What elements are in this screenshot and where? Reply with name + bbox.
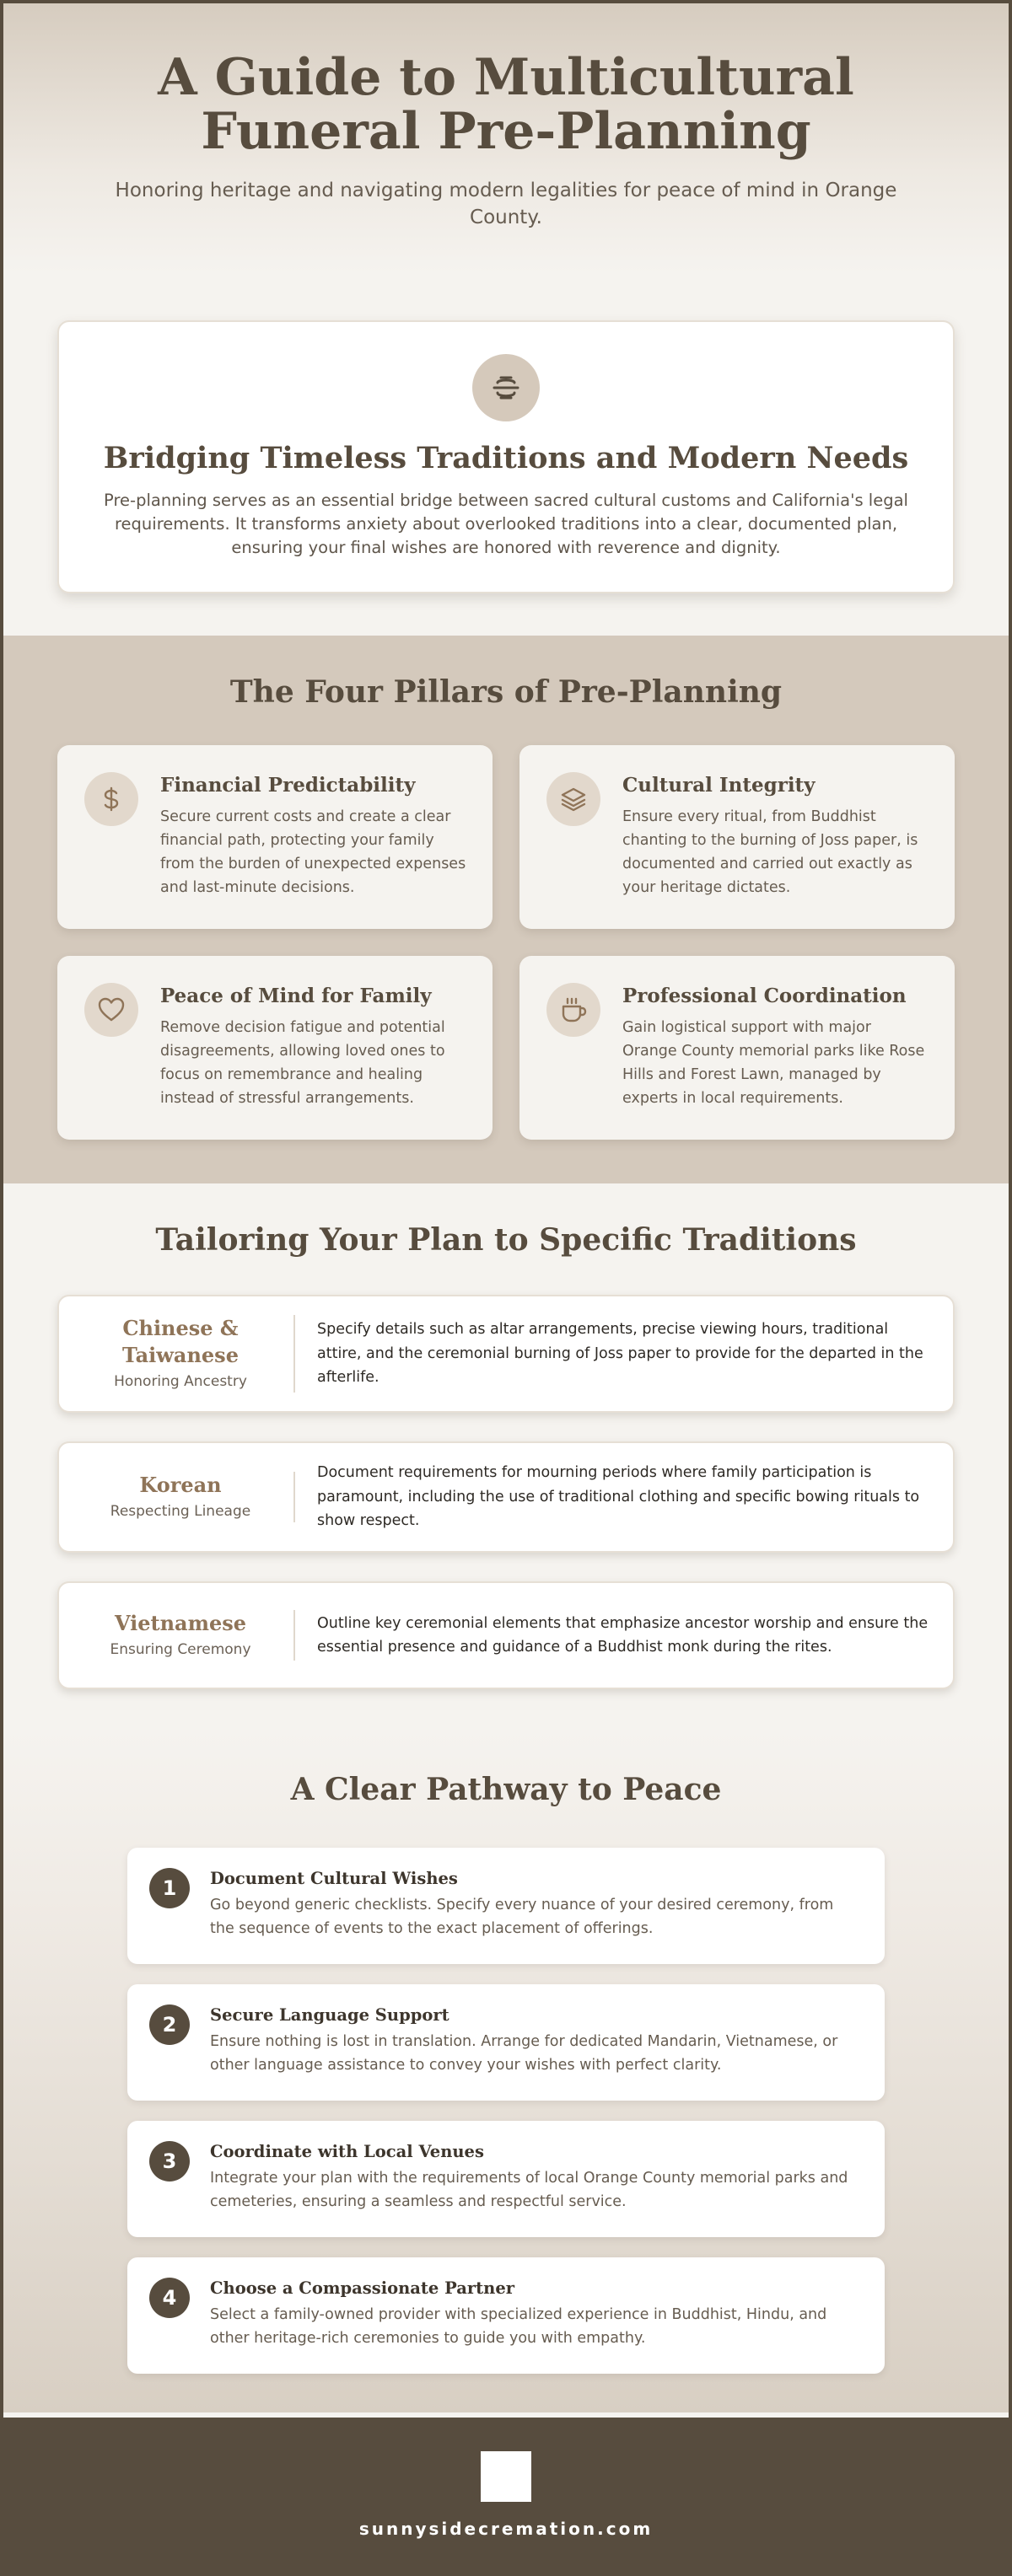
pillar-text: Gain logistical support with major Orange County memorial parks like Rose Hills and Forest Lawn, managed by experts in local requirements.: [622, 1019, 925, 1107]
page-subtitle: Honoring heritage and navigating modern legalities for peace of mind in Orange County.: [115, 180, 897, 228]
intro-text: Pre-planning serves as an essential bridge between sacred cultural customs and California's legal requirements. It transforms anxiety about overlooked traditions into a clear, documented plan, ensuring your final wishes are honored with reverence and dignity.: [104, 491, 908, 557]
heart-icon: [84, 983, 138, 1037]
layers-icon: [546, 772, 600, 826]
traditions-list: [57, 1295, 955, 1689]
step-number-badge: 2: [149, 2004, 190, 2045]
traditions-section: [3, 1183, 1009, 1731]
tradition-subtitle: Ensuring Ceremony: [110, 1641, 251, 1658]
pillar-heading: Financial Predictability: [160, 774, 416, 797]
pillar-heading: Peace of Mind for Family: [160, 985, 432, 1007]
tradition-description: Outline key ceremonial elements that emphasize ancestor worship and ensure the essential presence and guidance of a Buddhist monk during the rites.: [317, 1614, 929, 1656]
step-heading: Coordinate with Local Venues: [210, 2142, 484, 2161]
intro-card: [57, 320, 955, 593]
intro-heading: Bridging Timeless Traditions and Modern Needs: [103, 441, 909, 475]
step-text: Go beyond generic checklists. Specify every nuance of your desired ceremony, from the sequence of events to the exact placement of offerings.: [210, 1897, 834, 1937]
tradition-label: [79, 1315, 295, 1393]
tradition-description: Specify details such as altar arrangements, precise viewing hours, traditional attire, and the ceremonial burning of Joss paper to provide for the departed in the afterlife.: [317, 1321, 923, 1387]
pathway-title: A Clear Pathway to Peace: [290, 1772, 722, 1807]
page-title: A Guide to Multicultural Funeral Pre-Planning: [158, 48, 854, 161]
step-card: [127, 1848, 885, 1964]
dollar-icon: [84, 772, 138, 826]
pillar-card: [57, 956, 493, 1140]
tradition-card: [57, 1581, 955, 1689]
step-number-badge: 1: [149, 1868, 190, 1908]
pillar-text: Ensure every ritual, from Buddhist chanting to the burning of Joss paper, is documented and carried out exactly as your heritage dictates.: [622, 808, 918, 896]
pillars-section: [3, 636, 1009, 1183]
tradition-label: [79, 1610, 295, 1661]
tradition-subtitle: Honoring Ancestry: [114, 1373, 247, 1390]
steps-list: [127, 1848, 885, 2374]
step-card: [127, 2121, 885, 2237]
footer: [3, 2418, 1009, 2576]
tradition-subtitle: Respecting Lineage: [110, 1503, 251, 1520]
pillar-heading: Cultural Integrity: [622, 774, 816, 797]
tradition-name: Korean: [139, 1473, 222, 1497]
hero-section: [3, 3, 1009, 298]
tradition-name: Vietnamese: [114, 1611, 247, 1635]
step-heading: Secure Language Support: [210, 2005, 449, 2025]
tradition-label: [79, 1472, 295, 1522]
tradition-card: [57, 1295, 955, 1413]
pillars-grid: [57, 745, 955, 1140]
step-heading: Document Cultural Wishes: [210, 1869, 458, 1888]
intro-section: [3, 298, 1009, 636]
tradition-card: [57, 1441, 955, 1553]
pillar-card: [57, 745, 493, 929]
pillar-card: [519, 745, 955, 929]
step-text: Ensure nothing is lost in translation. Arrange for dedicated Mandarin, Vietnamese, or other language assistance to convey your wishes with perfect clarity.: [210, 2033, 838, 2074]
pillar-text: Remove decision fatigue and potential disagreements, allowing loved ones to focus on remembrance and healing instead of stressful arrangements.: [160, 1019, 445, 1107]
step-text: Integrate your plan with the requirements of local Orange County memorial parks and cemeteries, ensuring a seamless and respectful service.: [210, 2170, 848, 2210]
lantern-icon: [472, 354, 540, 421]
step-card: [127, 1984, 885, 2101]
pillar-card: [519, 956, 955, 1140]
step-number-badge: 3: [149, 2141, 190, 2182]
step-card: [127, 2257, 885, 2374]
logo-placeholder: [481, 2451, 531, 2502]
step-heading: Choose a Compassionate Partner: [210, 2278, 515, 2298]
tradition-name: Chinese & Taiwanese: [122, 1316, 239, 1367]
pillar-text: Secure current costs and create a clear financial path, protecting your family from the burden of unexpected expenses and last-minute decisions.: [160, 808, 466, 896]
pillar-heading: Professional Coordination: [622, 985, 907, 1007]
pathway-section: [3, 1731, 1009, 2412]
pillars-title: The Four Pillars of Pre-Planning: [229, 674, 783, 710]
traditions-title: Tailoring Your Plan to Specific Traditions: [155, 1222, 857, 1258]
coffee-cup-icon: [546, 983, 600, 1037]
tradition-description: Document requirements for mourning periods where family participation is paramount, including the use of traditional clothing and specific bowing rituals to show respect.: [317, 1464, 920, 1530]
step-number-badge: 4: [149, 2278, 190, 2318]
footer-website-link[interactable]: sunnysidecremation.com: [358, 2519, 654, 2539]
step-text: Select a family-owned provider with specialized experience in Buddhist, Hindu, and other heritage-rich ceremonies to guide you with empathy.: [210, 2306, 827, 2347]
